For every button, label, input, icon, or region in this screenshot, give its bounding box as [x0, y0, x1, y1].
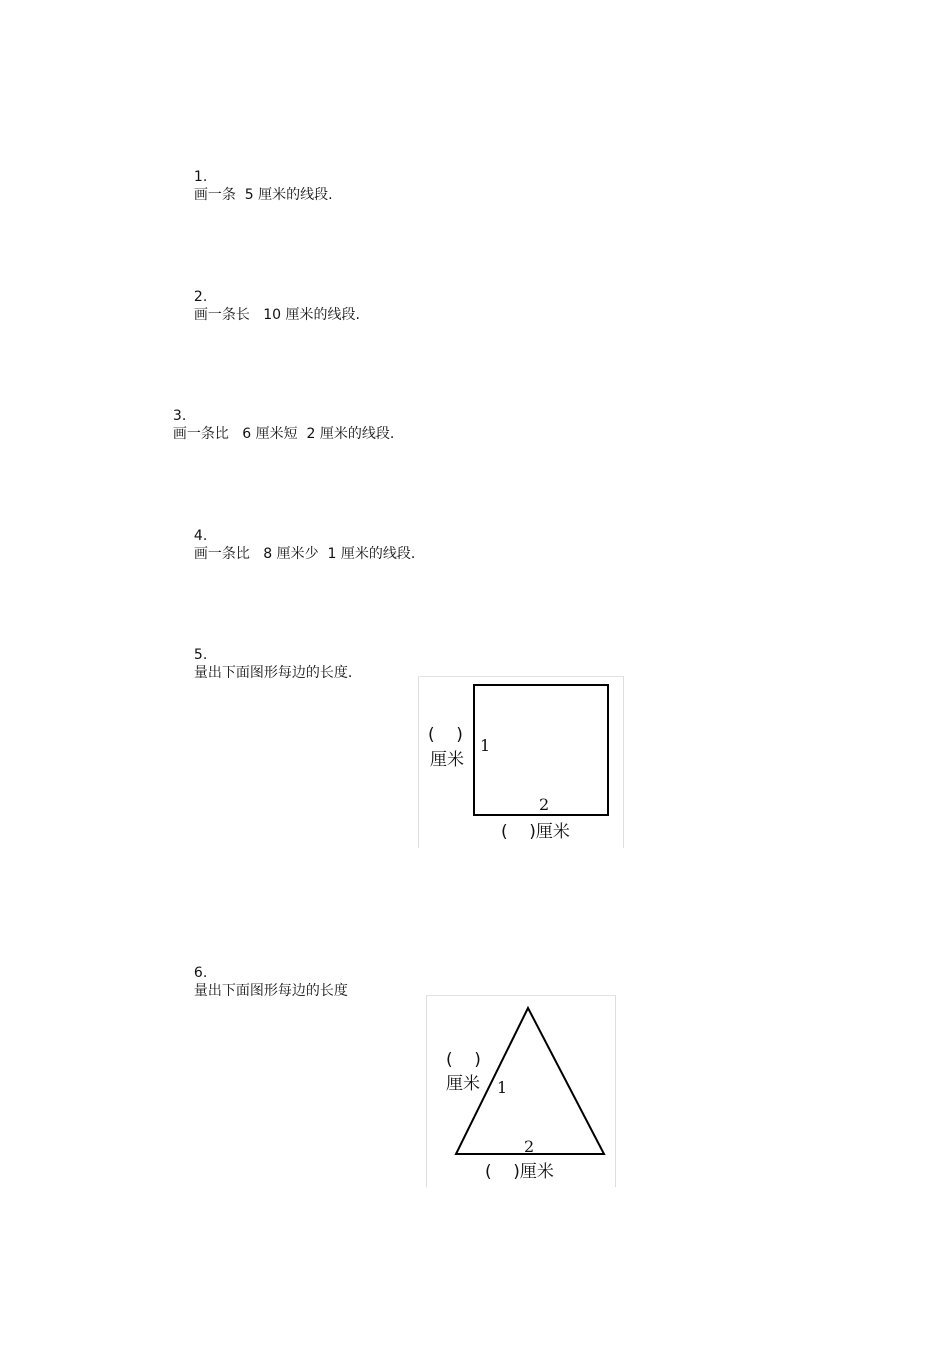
- triangle-left-unit: 厘米: [446, 1074, 480, 1094]
- square-left-unit: 厘米: [430, 750, 464, 770]
- question-3: [164, 389, 394, 443]
- question-4-text: 画一条比 8 厘米少 1 厘米的线段.: [193, 546, 416, 562]
- question-5-text: 量出下面图形每边的长度.: [193, 665, 353, 681]
- square-figure: [418, 676, 624, 848]
- square-left-paren: ( ): [428, 725, 463, 745]
- question-2-text: 画一条长 10 厘米的线段.: [193, 307, 360, 323]
- question-1-number: 1.: [193, 169, 208, 185]
- question-2: [185, 270, 360, 324]
- question-5-number: 5.: [193, 647, 208, 663]
- triangle-figure: [426, 995, 616, 1187]
- square-figure-svg: [418, 676, 624, 848]
- square-left-side-label: 1: [480, 736, 491, 755]
- question-3-text: 画一条比 6 厘米短 2 厘米的线段.: [172, 426, 395, 442]
- square-bottom-answer: ( )厘米: [501, 822, 570, 842]
- triangle-bottom-answer: ( )厘米: [485, 1162, 554, 1182]
- question-4: [185, 509, 415, 563]
- triangle-left-paren: ( ): [446, 1050, 481, 1070]
- question-1: [185, 150, 333, 204]
- square-bottom-side-label: 2: [539, 795, 550, 814]
- question-4-number: 4.: [193, 528, 208, 544]
- question-1-text: 画一条 5 厘米的线段.: [193, 187, 333, 203]
- question-6-number: 6.: [193, 965, 208, 981]
- question-5: [185, 628, 352, 682]
- question-3-number: 3.: [172, 408, 187, 424]
- triangle-bottom-side-label: 2: [524, 1137, 535, 1156]
- question-2-number: 2.: [193, 289, 208, 305]
- triangle-left-side-label: 1: [497, 1078, 508, 1097]
- question-6: [185, 946, 348, 1000]
- question-6-text: 量出下面图形每边的长度: [193, 983, 348, 999]
- triangle-figure-svg: [426, 995, 616, 1187]
